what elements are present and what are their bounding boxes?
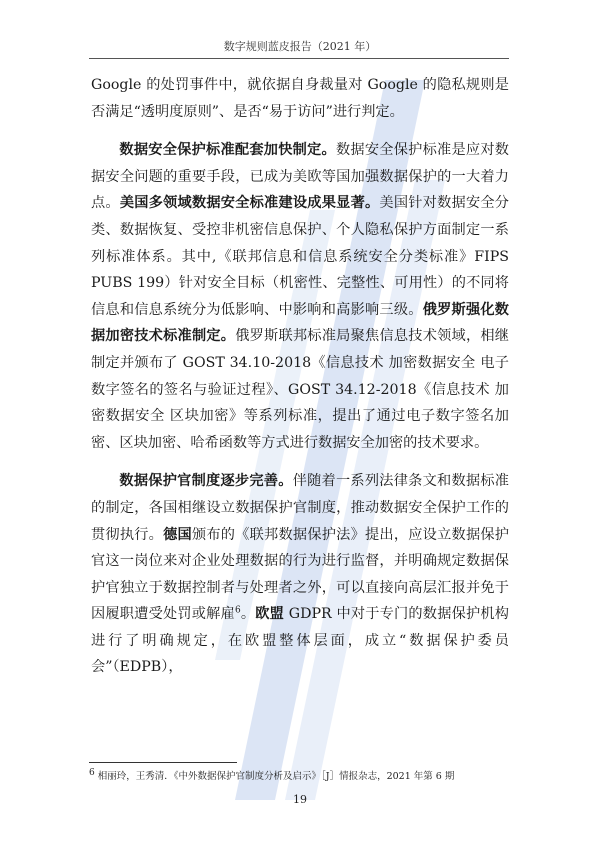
footnote-divider [89,762,237,763]
p2-heading-russia: 俄罗斯强化数据加密技术标准制定。 [91,301,509,345]
body-text [91,72,509,693]
p3-text-a: 伴随着一系列法律条文和数据标准的制定，各国相继设立数据保护官制度，推动数据安全保护工作的贯彻执行。 [91,473,509,543]
p3-heading-germany: 德国 [163,526,192,543]
footnote [89,768,519,782]
paragraph-2 [91,137,509,456]
header-divider [89,58,509,59]
p2-text-a: 数据安全保护标准是应对数据安全问题的重要手段，已成为美欧等国加强数据保护的一大着力点。 [91,142,509,212]
page-number: 19 [293,793,307,806]
p3-text-c: 。 [240,606,256,623]
p3-heading-eu: 欧盟 [255,606,285,623]
running-header: 数字规则蓝皮报告（2021 年） [223,40,377,53]
footnote-text: 相丽玲，王秀清．《中外数据保护官制度分析及启示》［J］情报杂志，2021 年第 6 期 [97,771,455,782]
p2-heading-usa: 美国多领域数据安全标准建设成果显著。 [119,195,380,212]
paragraph-3 [91,468,509,681]
p3-text-d: GDPR 中对于专门的数据保护机构进行了明确规定，在欧盟整体层面，成立“数据保护委员会”（EDPB）， [91,606,509,676]
paragraph-1: Google 的处罚事件中，就依据自身裁量对 Google 的隐私规则是否满足“透明度原则”、是否“易于访问”进行判定。 [91,77,509,120]
p2-heading: 数据安全保护标准配套加快制定。 [119,142,336,159]
footnote-ref[interactable]: 6 [234,605,241,616]
p2-text-b: 美国针对数据安全分类、数据恢复、受控非机密信息保护、个人隐私保护方面制定一系列标准体系。其中,《联邦信息和信息系统安全分类标准》FIPS PUBS 199）针对安全目标（机密性、完整性、可用性）的不同将信息和信息系统分为低影响、中影响和高影响三级。 [91,195,509,318]
p3-text-b: 颁布的《联邦数据保护法》提出，应设立数据保护官这一岗位来对企业处理数据的行为进行监督，并明确规定数据保护官独立于数据控制者与处理者之外，可以直接向高层汇报并免于因履职遭受处罚或解雇 [91,526,509,623]
footnote-mark: 6 [89,767,95,778]
p2-text-c: 俄罗斯联邦标准局聚焦信息技术领域，相继制定并颁布了 GOST 34.10-2018《信息技术 加密数据安全 电子数字签名的签名与验证过程》、GOST 34.12-2018《信息技术 加密数据安全 区块加密》等系列标准，提出了通过电子数字签名加密、区块加密、哈希函数等方式进行数据安全加密的技术要求。 [91,328,509,451]
p3-heading: 数据保护官制度逐步完善。 [119,473,293,490]
